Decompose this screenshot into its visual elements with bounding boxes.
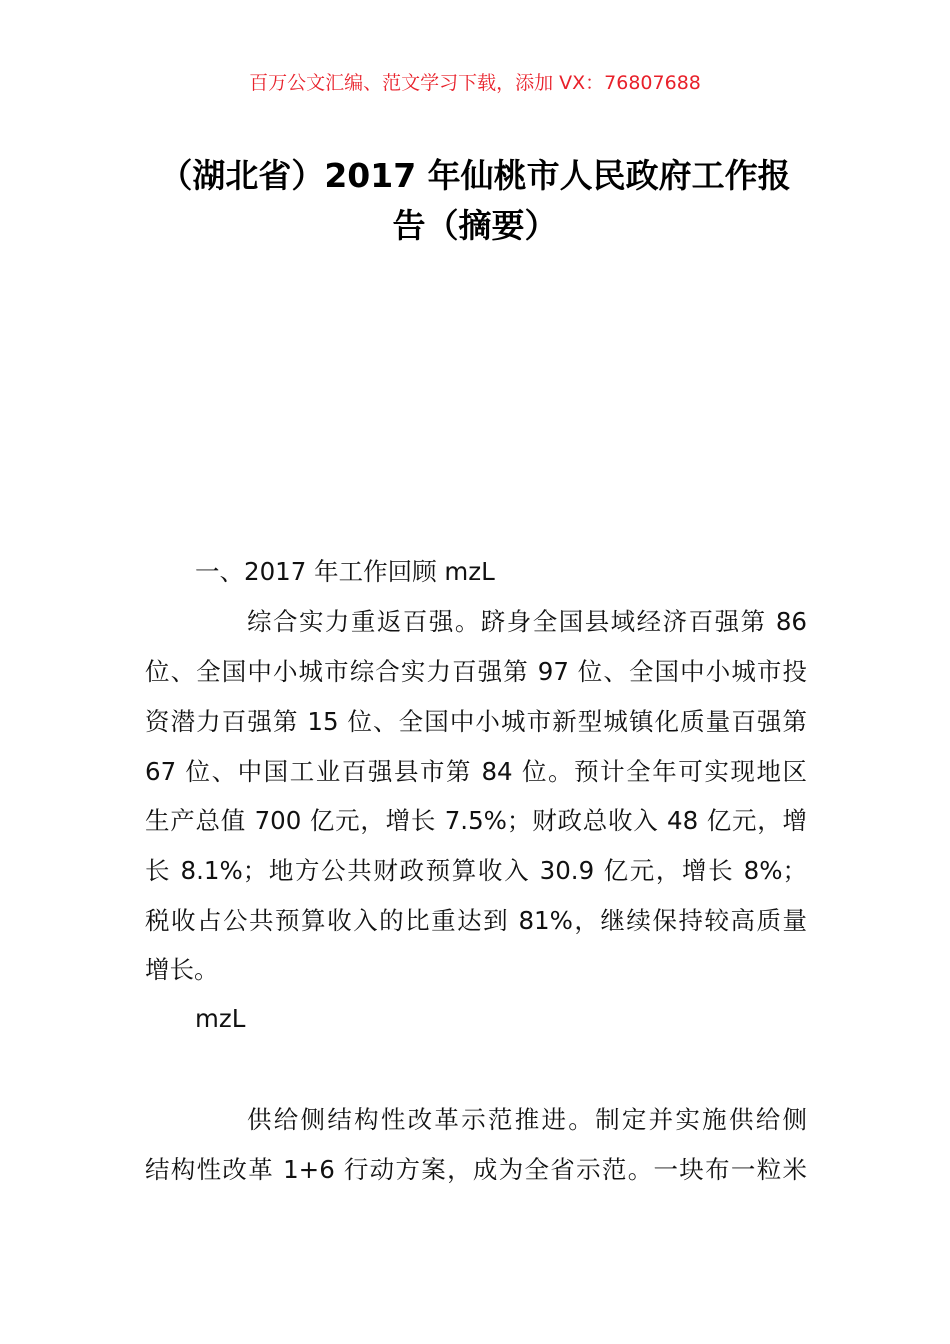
paragraph-line: 结构性改革 1+6 行动方案，成为全省示范。一块布一粒米	[145, 1155, 807, 1184]
paragraph-line: 增长。	[145, 955, 219, 984]
paragraph-line: 资潜力百强第 15 位、全国中小城市新型城镇化质量百强第	[145, 707, 807, 736]
header-note: 百万公文汇编、范文学习下载，添加 VX：76807688	[249, 72, 701, 94]
paragraph-line: 生产总值 700 亿元，增长 7.5%；财政总收入 48 亿元，增	[145, 806, 807, 835]
document-title-line-1: （湖北省）2017 年仙桃市人民政府工作报	[159, 156, 791, 195]
section-heading: 一、2017 年工作回顾 mzL	[195, 557, 495, 586]
document-title-line-2: 告（摘要）	[392, 206, 558, 245]
paragraph-line: 位、全国中小城市综合实力百强第 97 位、全国中小城市投	[145, 657, 807, 686]
paragraph-line: 供给侧结构性改革示范推进。制定并实施供给侧	[247, 1105, 807, 1134]
paragraph-line: 综合实力重返百强。跻身全国县域经济百强第 86	[247, 607, 807, 636]
marker-text: mzL	[195, 1004, 246, 1033]
paragraph-line: 长 8.1%；地方公共财政预算收入 30.9 亿元，增长 8%；	[145, 856, 807, 885]
paragraph-line: 67 位、中国工业百强县市第 84 位。预计全年可实现地区	[145, 757, 807, 786]
paragraph-line: 税收占公共预算收入的比重达到 81%，继续保持较高质量	[145, 906, 807, 935]
